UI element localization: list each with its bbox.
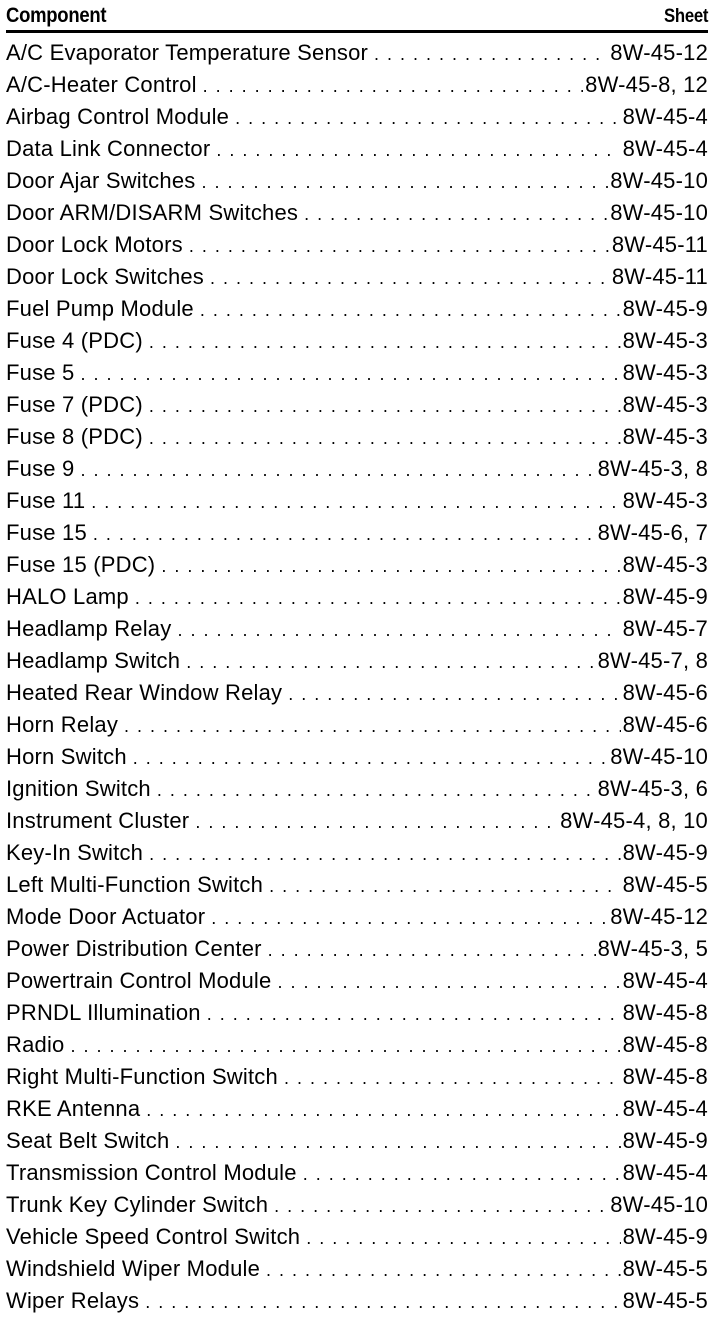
sheet-reference: 8W-45-4 — [622, 136, 708, 161]
component-index-table — [6, 0, 708, 1317]
component-name: Key-In Switch — [6, 840, 144, 865]
dot-leader — [189, 230, 610, 262]
sheet-reference: 8W-45-3 — [622, 392, 708, 417]
table-row — [6, 1093, 708, 1125]
table-row — [6, 1157, 708, 1189]
dot-leader — [284, 1062, 621, 1094]
dot-leader — [93, 518, 596, 550]
sheet-column-header: Sheet — [663, 6, 708, 27]
sheet-reference: 8W-45-10 — [610, 1192, 708, 1217]
component-name: Fuse 11 — [6, 488, 86, 513]
table-row — [6, 165, 708, 197]
table-row — [6, 293, 708, 325]
sheet-reference: 8W-45-9 — [622, 584, 708, 609]
component-name: Seat Belt Switch — [6, 1128, 170, 1153]
sheet-reference: 8W-45-5 — [622, 1288, 708, 1313]
component-name: Vehicle Speed Control Switch — [6, 1224, 301, 1249]
dot-leader — [277, 966, 620, 998]
sheet-reference: 8W-45-7, 8 — [597, 648, 708, 673]
sheet-reference: 8W-45-3, 8 — [597, 456, 708, 481]
table-row — [6, 485, 708, 517]
component-list — [6, 37, 708, 1317]
sheet-reference: 8W-45-11 — [611, 264, 708, 289]
component-name: Radio — [6, 1032, 65, 1057]
sheet-reference: 8W-45-8 — [622, 1064, 708, 1089]
table-row — [6, 869, 708, 901]
dot-leader — [216, 134, 620, 166]
dot-leader — [288, 678, 620, 710]
dot-leader — [80, 358, 620, 390]
table-row — [6, 197, 708, 229]
dot-leader — [157, 774, 596, 806]
sheet-reference: 8W-45-10 — [610, 744, 708, 769]
table-row — [6, 357, 708, 389]
component-name: Horn Switch — [6, 744, 127, 769]
dot-leader — [201, 166, 608, 198]
sheet-reference: 8W-45-3 — [622, 552, 708, 577]
component-name: Fuel Pump Module — [6, 296, 194, 321]
component-name: Door Lock Switches — [6, 264, 205, 289]
dot-leader — [304, 198, 608, 230]
dot-leader — [195, 806, 558, 838]
table-row — [6, 965, 708, 997]
dot-leader — [186, 646, 595, 678]
component-name: Wiper Relays — [6, 1288, 140, 1313]
component-name: Door Lock Motors — [6, 232, 183, 257]
component-name: Fuse 8 (PDC) — [6, 424, 143, 449]
dot-leader — [124, 710, 621, 742]
dot-leader — [146, 1094, 620, 1126]
sheet-reference: 8W-45-6 — [622, 712, 708, 737]
dot-leader — [210, 262, 610, 294]
sheet-reference: 8W-45-8, 12 — [585, 72, 708, 97]
table-row — [6, 837, 708, 869]
table-row — [6, 1029, 708, 1061]
component-name: Instrument Cluster — [6, 808, 190, 833]
table-row — [6, 69, 708, 101]
dot-leader — [80, 454, 595, 486]
sheet-reference: 8W-45-8 — [622, 1032, 708, 1057]
component-name: PRNDL Illumination — [6, 1000, 201, 1025]
component-name: Powertrain Control Module — [6, 968, 272, 993]
component-name: Power Distribution Center — [6, 936, 262, 961]
table-row — [6, 997, 708, 1029]
table-row — [6, 901, 708, 933]
component-name: Horn Relay — [6, 712, 119, 737]
sheet-reference: 8W-45-3, 5 — [597, 936, 708, 961]
component-name: Door ARM/DISARM Switches — [6, 200, 299, 225]
component-name: Fuse 15 (PDC) — [6, 552, 156, 577]
component-name: Transmission Control Module — [6, 1160, 297, 1185]
dot-leader — [374, 38, 608, 70]
dot-leader — [175, 1126, 620, 1158]
component-name: Headlamp Relay — [6, 616, 172, 641]
sheet-reference: 8W-45-3 — [622, 360, 708, 385]
table-row — [6, 1253, 708, 1285]
sheet-reference: 8W-45-12 — [610, 904, 708, 929]
component-name: Right Multi-Function Switch — [6, 1064, 278, 1089]
dot-leader — [211, 902, 608, 934]
table-row — [6, 1125, 708, 1157]
sheet-reference: 8W-45-12 — [610, 40, 708, 65]
dot-leader — [149, 326, 621, 358]
sheet-reference: 8W-45-9 — [622, 1128, 708, 1153]
sheet-reference: 8W-45-6, 7 — [597, 520, 708, 545]
table-row — [6, 1221, 708, 1253]
table-row — [6, 773, 708, 805]
sheet-reference: 8W-45-6 — [622, 680, 708, 705]
sheet-reference: 8W-45-5 — [622, 1256, 708, 1281]
component-name: A/C Evaporator Temperature Sensor — [6, 40, 369, 65]
component-name: RKE Antenna — [6, 1096, 141, 1121]
component-name: Windshield Wiper Module — [6, 1256, 261, 1281]
table-row — [6, 677, 708, 709]
component-name: HALO Lamp — [6, 584, 129, 609]
table-row — [6, 517, 708, 549]
dot-leader — [149, 838, 621, 870]
sheet-reference: 8W-45-8 — [622, 1000, 708, 1025]
dot-leader — [235, 102, 621, 134]
table-row — [6, 261, 708, 293]
dot-leader — [149, 390, 621, 422]
component-name: Mode Door Actuator — [6, 904, 206, 929]
dot-leader — [177, 614, 620, 646]
sheet-reference: 8W-45-5 — [622, 872, 708, 897]
dot-leader — [269, 870, 621, 902]
table-row — [6, 741, 708, 773]
table-row — [6, 645, 708, 677]
dot-leader — [91, 486, 620, 518]
dot-leader — [274, 1190, 608, 1222]
table-row — [6, 1285, 708, 1317]
component-name: Fuse 4 (PDC) — [6, 328, 143, 353]
dot-leader — [268, 934, 596, 966]
component-name: Airbag Control Module — [6, 104, 230, 129]
table-row — [6, 805, 708, 837]
component-name: Fuse 9 — [6, 456, 75, 481]
table-row — [6, 325, 708, 357]
component-name: Heated Rear Window Relay — [6, 680, 283, 705]
sheet-reference: 8W-45-4 — [622, 968, 708, 993]
sheet-reference: 8W-45-3, 6 — [597, 776, 708, 801]
table-row — [6, 581, 708, 613]
table-row — [6, 453, 708, 485]
sheet-reference: 8W-45-10 — [610, 168, 708, 193]
dot-leader — [207, 998, 621, 1030]
dot-leader — [306, 1222, 620, 1254]
sheet-reference: 8W-45-3 — [622, 328, 708, 353]
component-name: Fuse 15 — [6, 520, 87, 545]
sheet-reference: 8W-45-10 — [610, 200, 708, 225]
sheet-reference: 8W-45-3 — [622, 424, 708, 449]
sheet-reference: 8W-45-4, 8, 10 — [560, 808, 708, 833]
table-row — [6, 37, 708, 69]
table-row — [6, 421, 708, 453]
sheet-reference: 8W-45-7 — [622, 616, 708, 641]
dot-leader — [266, 1254, 621, 1286]
sheet-reference: 8W-45-9 — [622, 296, 708, 321]
table-row — [6, 101, 708, 133]
sheet-reference: 8W-45-4 — [622, 1160, 708, 1185]
component-name: Data Link Connector — [6, 136, 211, 161]
dot-leader — [135, 582, 621, 614]
dot-leader — [303, 1158, 621, 1190]
component-name: Ignition Switch — [6, 776, 151, 801]
dot-leader — [149, 422, 621, 454]
sheet-reference: 8W-45-11 — [611, 232, 708, 257]
component-name: Door Ajar Switches — [6, 168, 196, 193]
dot-leader — [70, 1030, 620, 1062]
table-row — [6, 1061, 708, 1093]
sheet-reference: 8W-45-9 — [622, 840, 708, 865]
dot-leader — [161, 550, 620, 582]
table-row — [6, 229, 708, 261]
dot-leader — [133, 742, 608, 774]
table-row — [6, 1189, 708, 1221]
component-name: Trunk Key Cylinder Switch — [6, 1192, 269, 1217]
component-name: Fuse 7 (PDC) — [6, 392, 143, 417]
component-column-header: Component — [6, 4, 107, 27]
table-row — [6, 389, 708, 421]
dot-leader — [203, 70, 583, 102]
component-name: A/C-Heater Control — [6, 72, 197, 97]
table-row — [6, 133, 708, 165]
dot-leader — [145, 1286, 620, 1318]
table-row — [6, 709, 708, 741]
table-header — [6, 0, 708, 33]
sheet-reference: 8W-45-4 — [622, 104, 708, 129]
sheet-reference: 8W-45-3 — [622, 488, 708, 513]
dot-leader — [200, 294, 621, 326]
component-name: Left Multi-Function Switch — [6, 872, 264, 897]
sheet-reference: 8W-45-4 — [622, 1096, 708, 1121]
table-row — [6, 549, 708, 581]
table-row — [6, 933, 708, 965]
component-name: Fuse 5 — [6, 360, 75, 385]
component-name: Headlamp Switch — [6, 648, 181, 673]
table-row — [6, 613, 708, 645]
sheet-reference: 8W-45-9 — [622, 1224, 708, 1249]
